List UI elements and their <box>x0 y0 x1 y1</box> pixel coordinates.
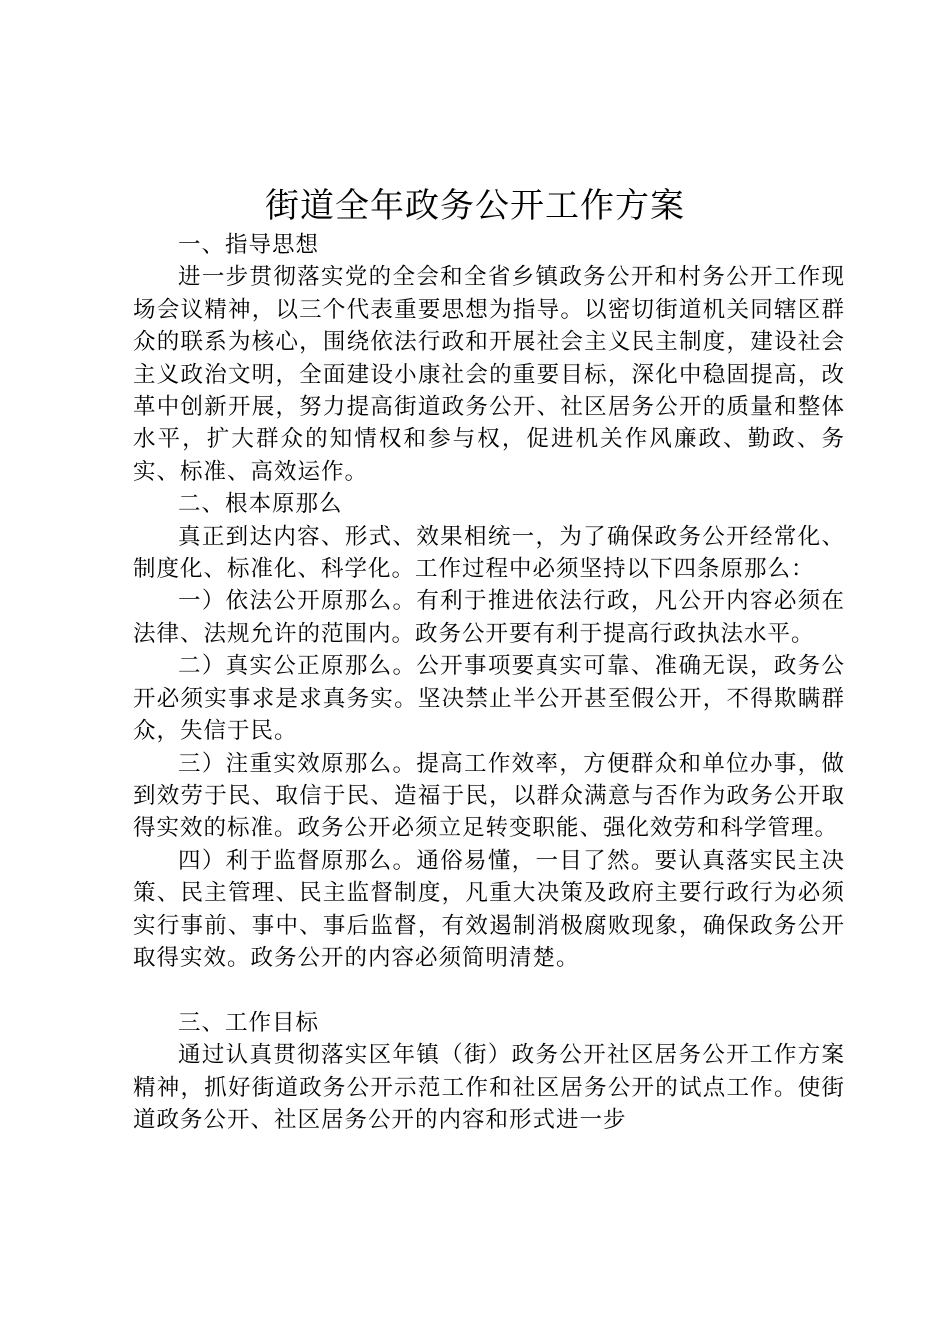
section-heading-goals: 三、工作目标 <box>178 1009 320 1036</box>
paragraph-principles-intro: 真正到达内容、形式、效果相统一，为了确保政务公开经常化、制度化、标准化、科学化。工作过程中必须坚持以下四条原那么： <box>133 523 845 583</box>
principle-item-1: 一）依法公开原那么。有利于推进依法行政，凡公开内容必须在法律、法规允许的范围内。政务公开要有利于提高行政执法水平。 <box>133 588 845 647</box>
paragraph-guiding: 进一步贯彻落实党的全会和全省乡镇政务公开和村务公开工作现场会议精神，以三个代表重要思想为指导。以密切街道机关同辖区群众的联系为核心，围绕依法行政和开展社会主义民主制度，建设社会主义政治文明，全面建设小康社会的重要目标，深化中稳固提高，改革中创新开展，努力提高街道政务公开、社区居务公开的质量和整体水平，扩大群众的知情权和参与权，促进机关作风廉政、勤政、务实、标准、高效运作。 <box>133 264 845 485</box>
document-body <box>133 229 845 1136</box>
principle-item-2: 二）真实公正原那么。公开事项要真实可靠、准确无误，政务公开必须实事求是求真务实。坚决禁止半公开甚至假公开，不得欺瞒群众，失信于民。 <box>133 653 845 745</box>
section-heading-principles: 二、根本原那么 <box>178 491 343 518</box>
principle-item-4: 四）利于监督原那么。通俗易懂，一目了然。要认真落实民主决策、民主管理、民主监督制度，凡重大决策及政府主要行政行为必须实行事前、事中、事后监督，有效遏制消极腐败现象，确保政务公开取得实效。政务公开的内容必须简明清楚。 <box>133 847 845 971</box>
blank-line <box>133 974 845 1006</box>
section-heading-guiding: 一、指导思想 <box>178 232 320 258</box>
document-title: 街道全年政务公开工作方案 <box>265 186 685 226</box>
principle-item-3: 三）注重实效原那么。提高工作效率，方便群众和单位办事，做到效劳于民、取信于民、造福于民，以群众满意与否作为政务公开取得实效的标准。政务公开必须立足转变职能、强化效劳和科学管理。 <box>133 750 845 842</box>
paragraph-goals: 通过认真贯彻落实区年镇（街）政务公开社区居务公开工作方案精神，抓好街道政务公开示范工作和社区居务公开的试点工作。使街道政务公开、社区居务公开的内容和形式进一步 <box>133 1042 845 1133</box>
